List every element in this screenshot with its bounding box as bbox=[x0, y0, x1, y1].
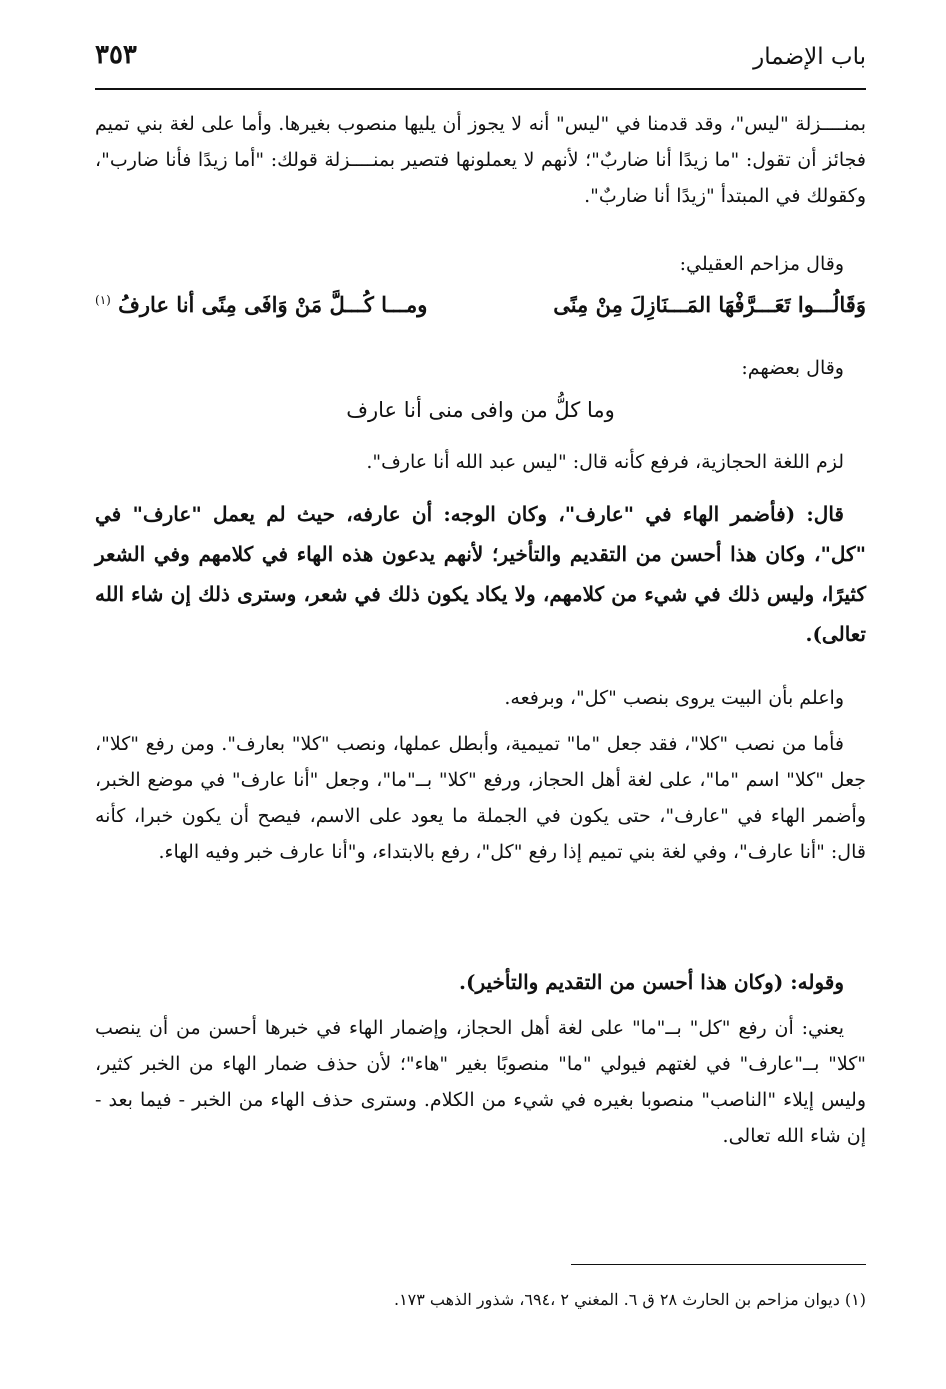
paragraph-1: بمنــــزلة "ليس"، وقد قدمنا في "ليس" أنه لا يجوز أن يليها منصوب بغيرها. وأما على لغة بني تميم فجائز أن تقول: "ما زيدًا أنا ضاربٌ"؛ لأنهم لا يعملونها فتصير بمنــــزلة قولك: "أما زيدًا فأنا ضارب"، وكقولك في المبتدأ "زيدًا أنا ضاربٌ". bbox=[95, 113, 866, 207]
verse-second-hemistich bbox=[95, 292, 427, 317]
paragraph-9: يعني: أن رفع "كل" بــ"ما" على لغة أهل الحجاز، وإضمار الهاء في خبرها أحسن من أن ينصب "كلا" بــ"عارف" في لغتهم فيولي "ما" منصوبًا بغير "هاء"؛ لأن حذف ضمار الهاء من الخبر كثير، وليس إيلاء "الناصب" منصوبا بغيره في شيء من الكلام. وسترى حذف الهاء من الخبر - فيما بعد - إن شاء الله تعالى. bbox=[95, 1017, 866, 1147]
paragraph-2: وقال مزاحم العقيلي: bbox=[679, 253, 844, 275]
paragraph-5-quote: قال: (فأضمر الهاء في "عارف"، وكان الوجه: أن عارفه، حيث لم يعمل "عارف" في "كل"، وكان هذا أحسن من التقديم والتأخير؛ لأنهم يدعون هذه الهاء في كلامهم وفي الشعر كثيرًا، وليس ذلك في شيء من كلامهم، ولا يكاد يكون ذلك في شعر، وسترى ذلك إن شاء الله تعالى). bbox=[95, 502, 866, 646]
chapter-title: باب الإضمار bbox=[753, 44, 866, 70]
paragraph-8: وقوله: (وكان هذا أحسن من التقديم والتأخير). bbox=[459, 970, 844, 994]
footnote-rule bbox=[571, 1264, 866, 1265]
paragraph-4: لزم اللغة الحجازية، فرفع كأنه قال: "ليس عبد الله أنا عارف". bbox=[366, 451, 844, 473]
poem-verse bbox=[95, 292, 866, 332]
verse-second-text: ومـــا كُـــلَّ مَنْ وَافَى مِنًى أنا عارفُ bbox=[118, 292, 428, 317]
paragraph-6: واعلم بأن البيت يروى بنصب "كل"، وبرفعه. bbox=[504, 687, 844, 709]
paragraph-7: فأما من نصب "كلا"، فقد جعل "ما" تميمية، وأبطل عملها، ونصب "كلا" بعارف". ومن رفع "كلا"، جعل "كلا" اسم "ما"، على لغة أهل الحجاز، ورفع "كلا" بــ"ما"، وجعل "أنا عارف" في موضع الخبر، وأضمر الهاء في "عارف"، حتى يكون في الجملة ما يعود على الاسم، فيصح أن يكون خبرا، كأنه قال: "أنا عارف"، وفي لغة بني تميم إذا رفع "كل"، رفع بالابتداء، و"أنا عارف خبر وفيه الهاء. bbox=[95, 733, 866, 863]
footnote: (١) ديوان مزاحم بن الحارث ٢٨ ق ٦. المغني ٢ ،٦٩٤، شذور الذهب ١٧٣. bbox=[393, 1290, 866, 1309]
page-header bbox=[95, 36, 866, 80]
quoted-hemistich: وما كلُّ من وافى منى أنا عارف bbox=[346, 398, 615, 422]
page-number: ٣٥٣ bbox=[95, 40, 137, 70]
header-rule bbox=[95, 88, 866, 90]
verse-first-hemistich: وَقَالُـــوا تَعَـــرَّفْهَا المَـــنَازِلَ مِنْ مِنًى bbox=[553, 292, 866, 317]
footnote-marker: (١) bbox=[95, 293, 111, 307]
paragraph-3: وقال بعضهم: bbox=[741, 357, 844, 379]
